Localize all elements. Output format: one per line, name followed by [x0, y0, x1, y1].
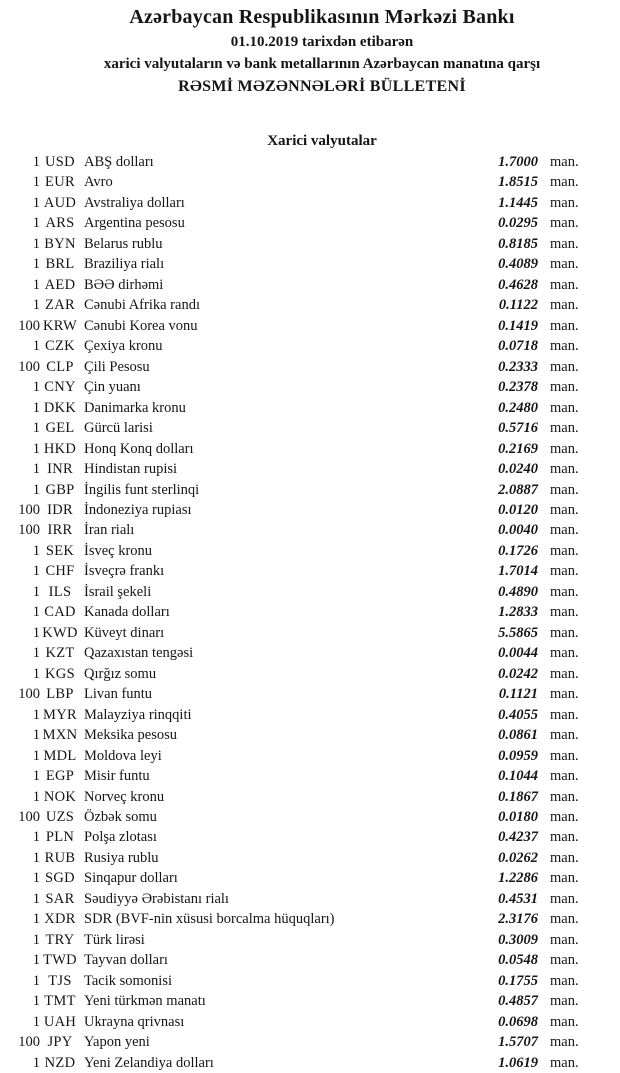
rate-value: 1.5707: [498, 1034, 538, 1051]
rate-value: 1.8515: [498, 174, 538, 191]
rate-value: 0.1867: [498, 788, 538, 805]
rate-value: 0.3009: [498, 931, 538, 948]
rate-value: 0.8185: [498, 235, 538, 252]
quantity: 1: [32, 194, 40, 211]
quantity: 1: [32, 624, 40, 641]
rate-value: 0.0262: [498, 849, 538, 866]
effective-date-line: 01.10.2019 tarixdən etibarən: [230, 34, 414, 50]
currency-row: [4, 807, 590, 827]
currency-row: [4, 398, 590, 418]
currency-code: IDR: [47, 501, 73, 518]
currency-row: [4, 541, 590, 561]
currency-name: İsveç kronu: [84, 542, 153, 559]
currency-name: Rusiya rublu: [84, 849, 159, 866]
unit-label: man.: [550, 563, 579, 580]
currency-code: ILS: [48, 583, 72, 600]
currency-name: Səudiyyə Ərəbistanı rialı: [84, 890, 229, 907]
currency-row: [4, 336, 590, 356]
rate-value: 0.0120: [498, 501, 538, 518]
unit-label: man.: [550, 440, 579, 457]
currency-row: [4, 254, 590, 274]
currency-code: CLP: [46, 358, 74, 375]
currency-row: [4, 582, 590, 602]
rate-value: 0.4531: [498, 890, 538, 907]
currency-name: İsveçrə frankı: [84, 563, 165, 580]
quantity: 100: [18, 809, 40, 825]
currency-name: BƏƏ dirhəmi: [84, 276, 164, 293]
currency-name: ABŞ dolları: [84, 154, 154, 170]
currency-row: [4, 1053, 590, 1073]
currency-row: [4, 827, 590, 847]
quantity: 100: [18, 358, 40, 375]
unit-label: man.: [550, 768, 579, 785]
currency-code: XDR: [44, 911, 76, 928]
currency-code: ARS: [45, 215, 75, 232]
currency-code: CAD: [44, 604, 76, 621]
rate-value: 0.1044: [498, 768, 538, 785]
currency-row: [4, 418, 590, 438]
rate-value: 0.0959: [498, 747, 538, 764]
currency-name: Cənubi Afrika randı: [84, 297, 200, 314]
rate-value: 0.0718: [498, 338, 538, 355]
currency-code: SEK: [45, 542, 75, 559]
currency-name: Çili Pesosu: [84, 358, 150, 375]
currency-row: [4, 1012, 590, 1032]
unit-label: man.: [550, 256, 579, 273]
quantity: 1: [32, 481, 40, 498]
currency-row: [4, 439, 590, 459]
rate-value: 1.1445: [498, 194, 538, 211]
unit-label: man.: [550, 890, 579, 907]
unit-label: man.: [550, 461, 579, 478]
unit-label: man.: [550, 829, 579, 846]
quantity: 1: [32, 665, 40, 682]
rate-value: 2.3176: [498, 911, 538, 928]
currency-code: ZAR: [45, 297, 75, 314]
currency-row: [4, 357, 590, 377]
unit-label: man.: [550, 809, 579, 825]
unit-label: man.: [550, 788, 579, 805]
currency-row: [4, 1032, 590, 1052]
currency-row: [4, 172, 590, 192]
currency-code: MDL: [43, 747, 77, 764]
unit-label: man.: [550, 317, 579, 334]
unit-label: man.: [550, 174, 579, 191]
quantity: 1: [32, 870, 40, 887]
currency-row: [4, 213, 590, 233]
rate-value: 2.0887: [498, 481, 538, 498]
currency-row: [4, 725, 590, 745]
rate-value: 0.4857: [498, 993, 538, 1010]
currency-name: Polşa zlotası: [84, 829, 157, 846]
currency-name: Moldova leyi: [84, 747, 162, 764]
currency-code: NOK: [43, 788, 77, 805]
rate-value: 0.1122: [498, 297, 538, 314]
currency-name: Norveç kronu: [84, 788, 165, 805]
rate-value: 0.1755: [498, 972, 538, 989]
rate-value: 0.4089: [498, 256, 538, 273]
unit-label: man.: [550, 931, 579, 948]
currency-code: KZT: [45, 645, 75, 662]
currency-code: KRW: [43, 317, 77, 334]
unit-label: man.: [550, 747, 579, 764]
currency-code: MYR: [43, 706, 77, 723]
currency-name: Yeni Zelandiya dolları: [84, 1054, 214, 1071]
currency-name: İsrail şekeli: [84, 583, 152, 600]
unit-label: man.: [550, 727, 579, 744]
quantity: 100: [18, 1034, 40, 1051]
quantity: 1: [32, 379, 40, 396]
currency-row: [4, 193, 590, 213]
currency-row: [4, 991, 590, 1011]
currency-row: [4, 930, 590, 950]
currency-name: Meksika pesosu: [84, 727, 178, 744]
currency-code: UAH: [43, 1013, 77, 1030]
quantity: 1: [32, 215, 40, 232]
quantity: 1: [32, 1054, 40, 1071]
bulletin-title: RƏSMİ MƏZƏNNƏLƏRİ BÜLLETENİ: [178, 78, 466, 95]
currency-code: GEL: [45, 420, 75, 437]
unit-label: man.: [550, 379, 579, 396]
currency-name: Misir funtu: [84, 768, 150, 785]
currency-name: İngilis funt sterlinqi: [84, 481, 200, 498]
currency-code: EGP: [45, 768, 75, 785]
quantity: 1: [32, 583, 40, 600]
rate-value: 0.1121: [498, 686, 538, 703]
quantity: 1: [32, 788, 40, 805]
currency-code: TMT: [44, 993, 76, 1010]
currency-name: Danimarka kronu: [84, 399, 186, 416]
quantity: 1: [32, 420, 40, 437]
currency-row: [4, 971, 590, 991]
currency-code: TWD: [43, 952, 77, 969]
currency-code: KWD: [42, 624, 78, 641]
currency-code: NZD: [44, 1054, 76, 1071]
currency-row: [4, 889, 590, 909]
quantity: 1: [32, 297, 40, 314]
rate-value: 5.5865: [498, 624, 538, 641]
unit-label: man.: [550, 911, 579, 928]
currency-code: BYN: [44, 235, 76, 252]
rate-value: 0.0295: [498, 215, 538, 232]
currency-code: EUR: [45, 174, 75, 191]
currency-row: [4, 950, 590, 970]
rate-value: 1.2286: [498, 870, 538, 887]
currency-code: GBP: [45, 481, 75, 498]
unit-label: man.: [550, 542, 579, 559]
quantity: 1: [32, 931, 40, 948]
currency-row: [4, 643, 590, 663]
rate-value: 1.7000: [498, 154, 538, 170]
subtitle-line: xarici valyutaların və bank metallarının Azərbaycan manatına qarşı: [103, 56, 541, 72]
currency-row: [4, 705, 590, 725]
currency-code: DKK: [43, 399, 77, 416]
rate-value: 0.0548: [498, 952, 538, 969]
currency-row: [4, 520, 590, 540]
quantity: 1: [32, 890, 40, 907]
rate-value: 1.0619: [498, 1054, 538, 1071]
rate-value: 0.2378: [498, 379, 538, 396]
currency-row: [4, 275, 590, 295]
currency-name: Qırğız somu: [84, 665, 157, 682]
rate-value: 0.4890: [498, 583, 538, 600]
quantity: 1: [32, 256, 40, 273]
quantity: 1: [32, 727, 40, 744]
unit-label: man.: [550, 624, 579, 641]
currency-name: Tacik somonisi: [84, 972, 172, 989]
rate-value: 1.7014: [498, 563, 538, 580]
unit-label: man.: [550, 501, 579, 518]
quantity: 1: [32, 604, 40, 621]
rate-value: 0.2333: [498, 358, 538, 375]
rate-value: 0.0240: [498, 461, 538, 478]
currency-name: İran rialı: [84, 522, 135, 539]
currency-code: IRR: [47, 522, 73, 539]
currency-row: [4, 684, 590, 704]
rate-value: 0.0698: [498, 1013, 538, 1030]
rate-value: 0.0242: [498, 665, 538, 682]
unit-label: man.: [550, 1054, 579, 1071]
currency-name: Gürcü larisi: [84, 420, 153, 437]
bank-title: Azərbaycan Respublikasının Mərkəzi Bankı: [129, 6, 515, 28]
bulletin-header: [0, 0, 620, 98]
currency-name: Çin yuanı: [84, 379, 141, 396]
currency-code: USD: [45, 154, 75, 170]
currency-name: Honq Konq dolları: [84, 440, 194, 457]
currency-code: AED: [44, 276, 76, 293]
unit-label: man.: [550, 583, 579, 600]
currency-row: [4, 868, 590, 888]
currency-row: [4, 602, 590, 622]
quantity: 1: [32, 952, 40, 969]
currency-code: HKD: [43, 440, 77, 457]
quantity: 1: [32, 645, 40, 662]
currency-name: Yeni türkmən manatı: [84, 993, 206, 1010]
currency-name: Livan funtu: [84, 686, 153, 703]
unit-label: man.: [550, 481, 579, 498]
currency-row: [4, 295, 590, 315]
unit-label: man.: [550, 952, 579, 969]
currency-name: Çexiya kronu: [84, 338, 163, 355]
quantity: 100: [18, 501, 40, 518]
section-title-foreign-currencies: Xarici valyutalar: [267, 133, 377, 149]
rate-value: 1.2833: [498, 604, 538, 621]
currency-code: JPY: [47, 1034, 73, 1051]
quantity: 100: [18, 317, 40, 334]
quantity: 1: [32, 849, 40, 866]
currency-code: SAR: [45, 890, 75, 907]
unit-label: man.: [550, 645, 579, 662]
quantity: 1: [32, 1013, 40, 1030]
currency-code: RUB: [44, 849, 76, 866]
currency-row: [4, 766, 590, 786]
quantity: 1: [32, 829, 40, 846]
unit-label: man.: [550, 972, 579, 989]
rate-value: 0.0044: [498, 645, 538, 662]
currency-table: [0, 152, 620, 1073]
currency-name: Tayvan dolları: [84, 952, 168, 969]
quantity: 100: [18, 686, 40, 703]
quantity: 1: [32, 440, 40, 457]
rate-value: 0.0861: [498, 727, 538, 744]
currency-code: CZK: [45, 338, 75, 355]
rate-value: 0.2480: [498, 399, 538, 416]
rate-value: 0.0040: [498, 522, 538, 539]
currency-row: [4, 316, 590, 336]
unit-label: man.: [550, 522, 579, 539]
currency-name: Cənubi Korea vonu: [84, 317, 198, 334]
currency-code: TRY: [45, 931, 75, 948]
currency-name: Argentina pesosu: [84, 215, 185, 232]
quantity: 1: [32, 461, 40, 478]
currency-row: [4, 500, 590, 520]
unit-label: man.: [550, 399, 579, 416]
currency-name: Özbək somu: [84, 809, 157, 825]
currency-name: Malayziya rinqqiti: [84, 706, 192, 723]
currency-name: Braziliya rialı: [84, 256, 165, 273]
currency-code: MXN: [42, 727, 78, 744]
quantity: 1: [32, 154, 40, 170]
unit-label: man.: [550, 993, 579, 1010]
currency-code: SGD: [45, 870, 75, 887]
currency-row: [4, 152, 590, 172]
currency-code: PLN: [45, 829, 75, 846]
unit-label: man.: [550, 235, 579, 252]
rate-value: 0.4237: [498, 829, 538, 846]
currency-row: [4, 746, 590, 766]
currency-row: [4, 909, 590, 929]
unit-label: man.: [550, 665, 579, 682]
unit-label: man.: [550, 706, 579, 723]
currency-code: BRL: [45, 256, 75, 273]
unit-label: man.: [550, 420, 579, 437]
currency-name: Avstraliya dolları: [84, 194, 185, 211]
quantity: 1: [32, 911, 40, 928]
quantity: 1: [32, 993, 40, 1010]
unit-label: man.: [550, 154, 579, 170]
unit-label: man.: [550, 358, 579, 375]
currency-name: Türk lirəsi: [84, 931, 145, 948]
quantity: 1: [32, 235, 40, 252]
currency-row: [4, 480, 590, 500]
unit-label: man.: [550, 338, 579, 355]
currency-code: AUD: [43, 194, 77, 211]
currency-name: Sinqapur dolları: [84, 870, 178, 887]
currency-name: Küveyt dinarı: [84, 624, 165, 641]
rate-value: 0.5716: [498, 420, 538, 437]
currency-code: INR: [47, 461, 73, 478]
quantity: 1: [32, 399, 40, 416]
currency-code: TJS: [48, 972, 72, 989]
rate-value: 0.1726: [498, 542, 538, 559]
currency-code: LBP: [46, 686, 74, 703]
quantity: 1: [32, 706, 40, 723]
currency-row: [4, 787, 590, 807]
unit-label: man.: [550, 215, 579, 232]
unit-label: man.: [550, 870, 579, 887]
currency-name: Kanada dolları: [84, 604, 170, 621]
quantity: 1: [32, 972, 40, 989]
quantity: 1: [32, 747, 40, 764]
quantity: 1: [32, 768, 40, 785]
currency-code: CNY: [44, 379, 76, 396]
currency-row: [4, 623, 590, 643]
currency-name: Belarus rublu: [84, 235, 163, 252]
currency-code: CHF: [45, 563, 75, 580]
unit-label: man.: [550, 849, 579, 866]
currency-name: SDR (BVF-nin xüsusi borcalma hüquqları): [84, 911, 335, 928]
currency-name: Yapon yeni: [84, 1034, 150, 1051]
quantity: 1: [32, 276, 40, 293]
currency-name: Ukrayna qrivnası: [84, 1013, 185, 1030]
currency-row: [4, 561, 590, 581]
unit-label: man.: [550, 1034, 579, 1051]
currency-name: İndoneziya rupiası: [84, 501, 192, 518]
rate-value: 0.4055: [498, 706, 538, 723]
unit-label: man.: [550, 686, 579, 703]
currency-row: [4, 234, 590, 254]
currency-name: Qazaxıstan tengəsi: [84, 645, 194, 662]
currency-row: [4, 459, 590, 479]
unit-label: man.: [550, 604, 579, 621]
unit-label: man.: [550, 194, 579, 211]
quantity: 1: [32, 563, 40, 580]
quantity: 100: [18, 522, 40, 539]
quantity: 1: [32, 174, 40, 191]
unit-label: man.: [550, 1013, 579, 1030]
currency-name: Hindistan rupisi: [84, 461, 178, 478]
unit-label: man.: [550, 297, 579, 314]
currency-row: [4, 664, 590, 684]
currency-code: KGS: [45, 665, 75, 682]
rate-value: 0.0180: [498, 809, 538, 825]
unit-label: man.: [550, 276, 579, 293]
quantity: 1: [32, 338, 40, 355]
rate-value: 0.1419: [498, 317, 538, 334]
currency-row: [4, 848, 590, 868]
rate-value: 0.2169: [498, 440, 538, 457]
quantity: 1: [32, 542, 40, 559]
rate-value: 0.4628: [498, 276, 538, 293]
currency-name: Avro: [84, 174, 113, 191]
currency-code: UZS: [45, 809, 75, 825]
currency-row: [4, 377, 590, 397]
